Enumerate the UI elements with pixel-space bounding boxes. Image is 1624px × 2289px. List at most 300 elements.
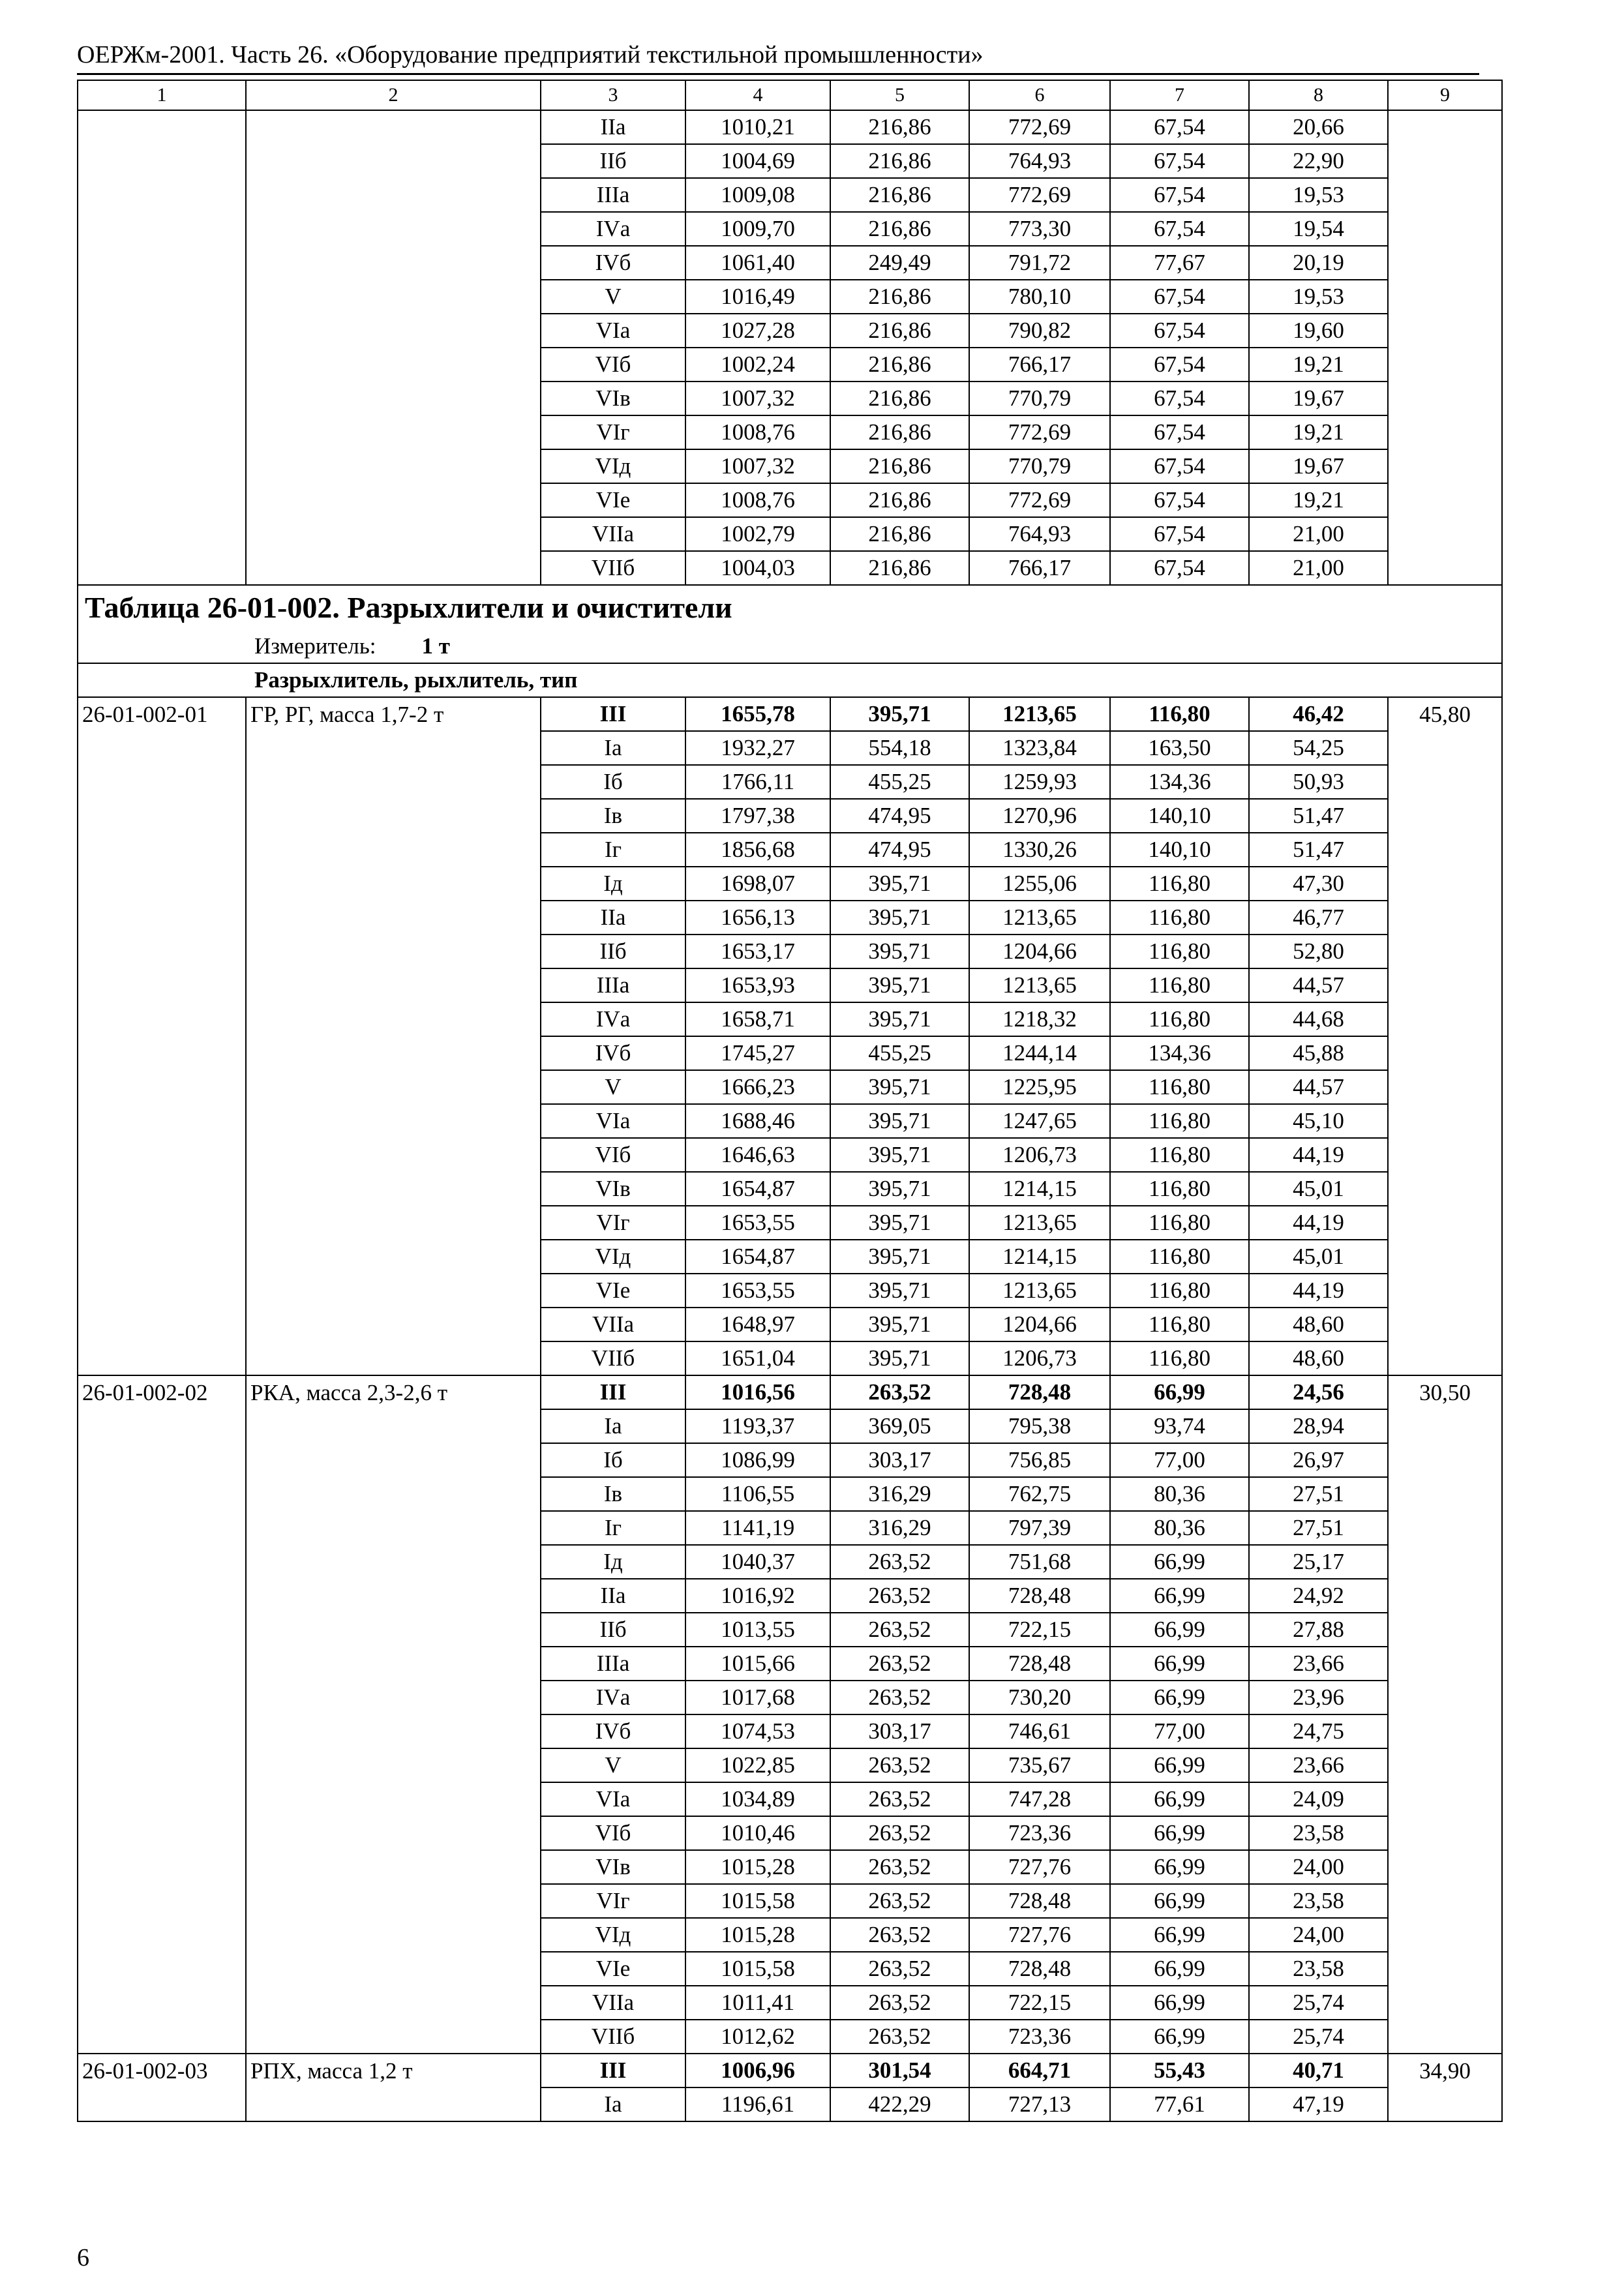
region-cell: IIIа — [541, 178, 685, 212]
region-cell: VIг — [541, 415, 685, 449]
value-cell: 24,75 — [1249, 1714, 1388, 1748]
table-row — [78, 968, 1502, 1002]
value-cell: 66,99 — [1110, 1579, 1249, 1613]
col9-cell — [1388, 415, 1502, 449]
value-cell: 791,72 — [969, 246, 1110, 280]
value-cell: 723,36 — [969, 2020, 1110, 2054]
col9-cell — [1388, 901, 1502, 935]
value-cell: 1206,73 — [969, 1341, 1110, 1375]
item-code-cell — [78, 1104, 246, 1138]
item-name-cell — [246, 901, 541, 935]
value-cell: 24,00 — [1249, 1918, 1388, 1952]
value-cell: 67,54 — [1110, 314, 1249, 348]
item-code-cell — [78, 2020, 246, 2054]
value-cell: 1009,70 — [685, 212, 830, 246]
region-cell: Iа — [541, 731, 685, 765]
col9-cell — [1388, 833, 1502, 867]
table-row — [78, 1138, 1502, 1172]
item-code-cell — [78, 1918, 246, 1952]
col9-cell — [1388, 1511, 1502, 1545]
value-cell: 1214,15 — [969, 1172, 1110, 1206]
value-cell: 19,60 — [1249, 314, 1388, 348]
value-cell: 395,71 — [830, 901, 969, 935]
table-row — [78, 144, 1502, 178]
value-cell: 216,86 — [830, 348, 969, 382]
value-cell: 1655,78 — [685, 697, 830, 731]
value-cell: 216,86 — [830, 517, 969, 551]
col9-cell: 34,90 — [1388, 2054, 1502, 2087]
item-name-cell — [246, 2087, 541, 2121]
item-code-cell — [78, 1172, 246, 1206]
value-cell: 116,80 — [1110, 1138, 1249, 1172]
col9-cell — [1388, 1341, 1502, 1375]
value-cell: 67,54 — [1110, 449, 1249, 483]
region-cell: IVа — [541, 212, 685, 246]
value-cell: 66,99 — [1110, 2020, 1249, 2054]
value-cell: 19,53 — [1249, 178, 1388, 212]
region-cell: V — [541, 1070, 685, 1104]
value-cell: 728,48 — [969, 1375, 1110, 1409]
value-cell: 735,67 — [969, 1748, 1110, 1782]
value-cell: 1006,96 — [685, 2054, 830, 2087]
region-cell: VIд — [541, 449, 685, 483]
value-cell: 1658,71 — [685, 1002, 830, 1036]
region-cell: V — [541, 1748, 685, 1782]
item-name-cell — [246, 1138, 541, 1172]
value-cell: 23,58 — [1249, 1884, 1388, 1918]
value-cell: 1213,65 — [969, 1206, 1110, 1240]
value-cell: 67,54 — [1110, 144, 1249, 178]
value-cell: 395,71 — [830, 1104, 969, 1138]
value-cell: 27,88 — [1249, 1613, 1388, 1647]
value-cell: 1004,03 — [685, 551, 830, 585]
table-row — [78, 348, 1502, 382]
region-cell: IIб — [541, 1613, 685, 1647]
value-cell: 116,80 — [1110, 1206, 1249, 1240]
value-cell: 19,53 — [1249, 280, 1388, 314]
value-cell: 66,99 — [1110, 1986, 1249, 2020]
value-cell: 1196,61 — [685, 2087, 830, 2121]
value-cell: 1856,68 — [685, 833, 830, 867]
value-cell: 1193,37 — [685, 1409, 830, 1443]
value-cell: 1010,21 — [685, 110, 830, 144]
item-name-cell — [246, 1613, 541, 1647]
region-cell: VIв — [541, 382, 685, 415]
col9-cell — [1388, 449, 1502, 483]
value-cell: 67,54 — [1110, 280, 1249, 314]
table-row — [78, 517, 1502, 551]
value-cell: 751,68 — [969, 1545, 1110, 1579]
col9-cell — [1388, 1477, 1502, 1511]
value-cell: 40,71 — [1249, 2054, 1388, 2087]
item-name-cell — [246, 1409, 541, 1443]
item-name-cell — [246, 731, 541, 765]
value-cell: 766,17 — [969, 348, 1110, 382]
table-row — [78, 1308, 1502, 1341]
table-row — [78, 731, 1502, 765]
value-cell: 66,99 — [1110, 1884, 1249, 1918]
value-cell: 47,19 — [1249, 2087, 1388, 2121]
item-code-cell — [78, 1274, 246, 1308]
value-cell: 67,54 — [1110, 551, 1249, 585]
value-cell: 1656,13 — [685, 901, 830, 935]
item-code-cell — [78, 1341, 246, 1375]
region-cell: VIIа — [541, 517, 685, 551]
item-name-cell — [246, 935, 541, 968]
value-cell: 1651,04 — [685, 1341, 830, 1375]
region-cell: III — [541, 2054, 685, 2087]
value-cell: 21,00 — [1249, 551, 1388, 585]
value-cell: 790,82 — [969, 314, 1110, 348]
value-cell: 24,09 — [1249, 1782, 1388, 1816]
value-cell: 44,19 — [1249, 1138, 1388, 1172]
item-code-cell — [78, 1850, 246, 1884]
value-cell: 216,86 — [830, 280, 969, 314]
item-code-cell — [78, 144, 246, 178]
item-name-cell — [246, 765, 541, 799]
value-cell: 216,86 — [830, 314, 969, 348]
value-cell: 163,50 — [1110, 731, 1249, 765]
table-row — [78, 483, 1502, 517]
col9-cell — [1388, 765, 1502, 799]
value-cell: 116,80 — [1110, 1341, 1249, 1375]
value-cell: 1010,46 — [685, 1816, 830, 1850]
value-cell: 263,52 — [830, 1884, 969, 1918]
value-cell: 45,01 — [1249, 1172, 1388, 1206]
value-cell: 764,93 — [969, 517, 1110, 551]
value-cell: 395,71 — [830, 935, 969, 968]
value-cell: 772,69 — [969, 110, 1110, 144]
table-row — [78, 765, 1502, 799]
region-cell: VIIб — [541, 551, 685, 585]
item-name-cell — [246, 1681, 541, 1714]
value-cell: 116,80 — [1110, 1172, 1249, 1206]
value-cell: 24,92 — [1249, 1579, 1388, 1613]
value-cell: 1011,41 — [685, 1986, 830, 2020]
value-cell: 770,79 — [969, 449, 1110, 483]
value-cell: 116,80 — [1110, 1070, 1249, 1104]
item-name-cell — [246, 867, 541, 901]
value-cell: 116,80 — [1110, 867, 1249, 901]
region-cell: Iа — [541, 2087, 685, 2121]
item-name-cell — [246, 551, 541, 585]
value-cell: 730,20 — [969, 1681, 1110, 1714]
value-cell: 19,67 — [1249, 449, 1388, 483]
col9-cell — [1388, 1647, 1502, 1681]
value-cell: 116,80 — [1110, 1002, 1249, 1036]
value-cell: 66,99 — [1110, 1545, 1249, 1579]
column-number: 1 — [78, 80, 246, 110]
page-number: 6 — [77, 2244, 89, 2271]
item-name-cell — [246, 1986, 541, 2020]
value-cell: 728,48 — [969, 1952, 1110, 1986]
item-name-cell — [246, 1104, 541, 1138]
table-row — [78, 1070, 1502, 1104]
item-code-cell — [78, 449, 246, 483]
item-name-cell — [246, 1070, 541, 1104]
col9-cell — [1388, 1579, 1502, 1613]
value-cell: 395,71 — [830, 1274, 969, 1308]
region-cell: VIе — [541, 1952, 685, 1986]
item-name-cell — [246, 1850, 541, 1884]
column-number: 3 — [541, 80, 685, 110]
value-cell: 1007,32 — [685, 449, 830, 483]
value-cell: 44,19 — [1249, 1274, 1388, 1308]
value-cell: 44,57 — [1249, 968, 1388, 1002]
value-cell: 19,67 — [1249, 382, 1388, 415]
item-code-cell — [78, 1070, 246, 1104]
item-name-cell — [246, 246, 541, 280]
value-cell: 1259,93 — [969, 765, 1110, 799]
item-name-cell — [246, 799, 541, 833]
col9-cell — [1388, 178, 1502, 212]
value-cell: 216,86 — [830, 144, 969, 178]
col9-cell — [1388, 2087, 1502, 2121]
value-cell: 301,54 — [830, 2054, 969, 2087]
value-cell: 728,48 — [969, 1884, 1110, 1918]
value-cell: 1204,66 — [969, 1308, 1110, 1341]
item-code-cell — [78, 1748, 246, 1782]
value-cell: 1007,32 — [685, 382, 830, 415]
region-cell: IIа — [541, 901, 685, 935]
value-cell: 1323,84 — [969, 731, 1110, 765]
value-cell: 772,69 — [969, 483, 1110, 517]
col9-cell: 30,50 — [1388, 1375, 1502, 1409]
measure-label: Измеритель: — [254, 633, 376, 659]
value-cell: 47,30 — [1249, 867, 1388, 901]
value-cell: 263,52 — [830, 1952, 969, 1986]
col9-cell — [1388, 1138, 1502, 1172]
column-number: 9 — [1388, 80, 1502, 110]
item-code-cell — [78, 1477, 246, 1511]
col9-cell — [1388, 1816, 1502, 1850]
value-cell: 474,95 — [830, 799, 969, 833]
value-cell: 1022,85 — [685, 1748, 830, 1782]
item-name-cell — [246, 1884, 541, 1918]
table-row — [78, 246, 1502, 280]
value-cell: 303,17 — [830, 1443, 969, 1477]
value-cell: 77,61 — [1110, 2087, 1249, 2121]
value-cell: 1646,63 — [685, 1138, 830, 1172]
item-code-cell — [78, 1816, 246, 1850]
table-row — [78, 382, 1502, 415]
group-row — [78, 663, 1502, 697]
table-row — [78, 1952, 1502, 1986]
value-cell: 1745,27 — [685, 1036, 830, 1070]
value-cell: 455,25 — [830, 1036, 969, 1070]
item-code-cell — [78, 1002, 246, 1036]
value-cell: 66,99 — [1110, 1918, 1249, 1952]
col9-cell — [1388, 1206, 1502, 1240]
item-code-cell — [78, 1782, 246, 1816]
value-cell: 67,54 — [1110, 348, 1249, 382]
table-row — [78, 901, 1502, 935]
value-cell: 216,86 — [830, 382, 969, 415]
column-number: 8 — [1249, 80, 1388, 110]
col9-cell — [1388, 1545, 1502, 1579]
value-cell: 67,54 — [1110, 517, 1249, 551]
group-title: Разрыхлитель, рыхлитель, тип — [78, 663, 1502, 697]
value-cell: 66,99 — [1110, 1375, 1249, 1409]
region-cell: VIд — [541, 1918, 685, 1952]
value-cell: 263,52 — [830, 1782, 969, 1816]
value-cell: 1213,65 — [969, 697, 1110, 731]
table-row — [78, 1986, 1502, 2020]
table-row — [78, 1714, 1502, 1748]
item-code-cell — [78, 551, 246, 585]
measure-row — [78, 630, 1502, 663]
value-cell: 19,54 — [1249, 212, 1388, 246]
value-cell: 216,86 — [830, 483, 969, 517]
item-code-cell — [78, 314, 246, 348]
value-cell: 554,18 — [830, 731, 969, 765]
value-cell: 66,99 — [1110, 1782, 1249, 1816]
value-cell: 1002,79 — [685, 517, 830, 551]
item-code-cell — [78, 1206, 246, 1240]
table-row — [78, 2020, 1502, 2054]
col9-cell — [1388, 968, 1502, 1002]
value-cell: 26,97 — [1249, 1443, 1388, 1477]
value-cell: 134,36 — [1110, 765, 1249, 799]
value-cell: 723,36 — [969, 1816, 1110, 1850]
value-cell: 1206,73 — [969, 1138, 1110, 1172]
table-row — [78, 2087, 1502, 2121]
value-cell: 727,13 — [969, 2087, 1110, 2121]
item-code-cell — [78, 1308, 246, 1341]
table-row — [78, 178, 1502, 212]
value-cell: 1002,24 — [685, 348, 830, 382]
region-cell: VIа — [541, 1782, 685, 1816]
item-code-cell — [78, 1409, 246, 1443]
value-cell: 1004,69 — [685, 144, 830, 178]
value-cell: 756,85 — [969, 1443, 1110, 1477]
value-cell: 23,66 — [1249, 1748, 1388, 1782]
value-cell: 1017,68 — [685, 1681, 830, 1714]
value-cell: 25,74 — [1249, 2020, 1388, 2054]
value-cell: 1213,65 — [969, 1274, 1110, 1308]
measure-cell — [78, 630, 1502, 663]
value-cell: 116,80 — [1110, 1104, 1249, 1138]
value-cell: 395,71 — [830, 1172, 969, 1206]
value-cell: 1034,89 — [685, 1782, 830, 1816]
value-cell: 23,96 — [1249, 1681, 1388, 1714]
item-name-cell: ГР, РГ, масса 1,7-2 т — [246, 697, 541, 731]
region-cell: IVб — [541, 1714, 685, 1748]
col9-cell — [1388, 935, 1502, 968]
value-cell: 263,52 — [830, 1918, 969, 1952]
table-row — [78, 1206, 1502, 1240]
item-name-cell — [246, 110, 541, 144]
value-cell: 24,00 — [1249, 1850, 1388, 1884]
value-cell: 1016,56 — [685, 1375, 830, 1409]
item-name-cell — [246, 968, 541, 1002]
col9-cell — [1388, 1748, 1502, 1782]
item-name-cell — [246, 1206, 541, 1240]
region-cell: VIб — [541, 1816, 685, 1850]
col9-cell — [1388, 731, 1502, 765]
table-row — [78, 110, 1502, 144]
table-row — [78, 1172, 1502, 1206]
table-title: Таблица 26-01-002. Разрыхлители и очистители — [78, 585, 1502, 630]
value-cell: 1653,55 — [685, 1206, 830, 1240]
value-cell: 216,86 — [830, 551, 969, 585]
item-name-cell — [246, 1002, 541, 1036]
value-cell: 77,67 — [1110, 246, 1249, 280]
table-row — [78, 1274, 1502, 1308]
value-cell: 727,76 — [969, 1850, 1110, 1884]
region-cell: VIа — [541, 314, 685, 348]
value-cell: 116,80 — [1110, 935, 1249, 968]
item-name-cell — [246, 178, 541, 212]
value-cell: 67,54 — [1110, 178, 1249, 212]
value-cell: 1012,62 — [685, 2020, 830, 2054]
value-cell: 67,54 — [1110, 212, 1249, 246]
region-cell: Iб — [541, 1443, 685, 1477]
column-number: 2 — [246, 80, 541, 110]
table-row — [78, 280, 1502, 314]
col9-cell — [1388, 212, 1502, 246]
value-cell: 28,94 — [1249, 1409, 1388, 1443]
region-cell: Iг — [541, 1511, 685, 1545]
value-cell: 45,10 — [1249, 1104, 1388, 1138]
region-cell: IIIа — [541, 968, 685, 1002]
value-cell: 66,99 — [1110, 1681, 1249, 1714]
value-cell: 728,48 — [969, 1647, 1110, 1681]
col9-cell — [1388, 799, 1502, 833]
table-row — [78, 1918, 1502, 1952]
value-cell: 46,42 — [1249, 697, 1388, 731]
region-cell: IIб — [541, 935, 685, 968]
value-cell: 66,99 — [1110, 1647, 1249, 1681]
value-cell: 303,17 — [830, 1714, 969, 1748]
column-number: 4 — [685, 80, 830, 110]
col9-cell — [1388, 1240, 1502, 1274]
value-cell: 474,95 — [830, 833, 969, 867]
item-code-cell — [78, 1647, 246, 1681]
col9-cell — [1388, 1070, 1502, 1104]
table-row — [78, 1002, 1502, 1036]
col9-cell — [1388, 348, 1502, 382]
table-row — [78, 1511, 1502, 1545]
value-cell: 80,36 — [1110, 1477, 1249, 1511]
item-code-cell — [78, 178, 246, 212]
value-cell: 1027,28 — [685, 314, 830, 348]
value-cell: 48,60 — [1249, 1308, 1388, 1341]
region-cell: Iг — [541, 833, 685, 867]
item-name-cell: РПХ, масса 1,2 т — [246, 2054, 541, 2087]
value-cell: 1016,49 — [685, 280, 830, 314]
value-cell: 20,19 — [1249, 246, 1388, 280]
item-name-cell — [246, 280, 541, 314]
value-cell: 44,57 — [1249, 1070, 1388, 1104]
value-cell: 1666,23 — [685, 1070, 830, 1104]
region-cell: IVб — [541, 246, 685, 280]
price-table — [77, 80, 1503, 2122]
item-name-cell — [246, 1782, 541, 1816]
value-cell: 773,30 — [969, 212, 1110, 246]
item-name-cell — [246, 212, 541, 246]
value-cell: 93,74 — [1110, 1409, 1249, 1443]
item-name-cell — [246, 1308, 541, 1341]
item-code-cell — [78, 415, 246, 449]
item-name-cell — [246, 1036, 541, 1070]
column-number: 6 — [969, 80, 1110, 110]
region-cell: IVа — [541, 1002, 685, 1036]
value-cell: 1009,08 — [685, 178, 830, 212]
item-code-cell — [78, 968, 246, 1002]
item-name-cell — [246, 415, 541, 449]
region-cell: IIа — [541, 110, 685, 144]
